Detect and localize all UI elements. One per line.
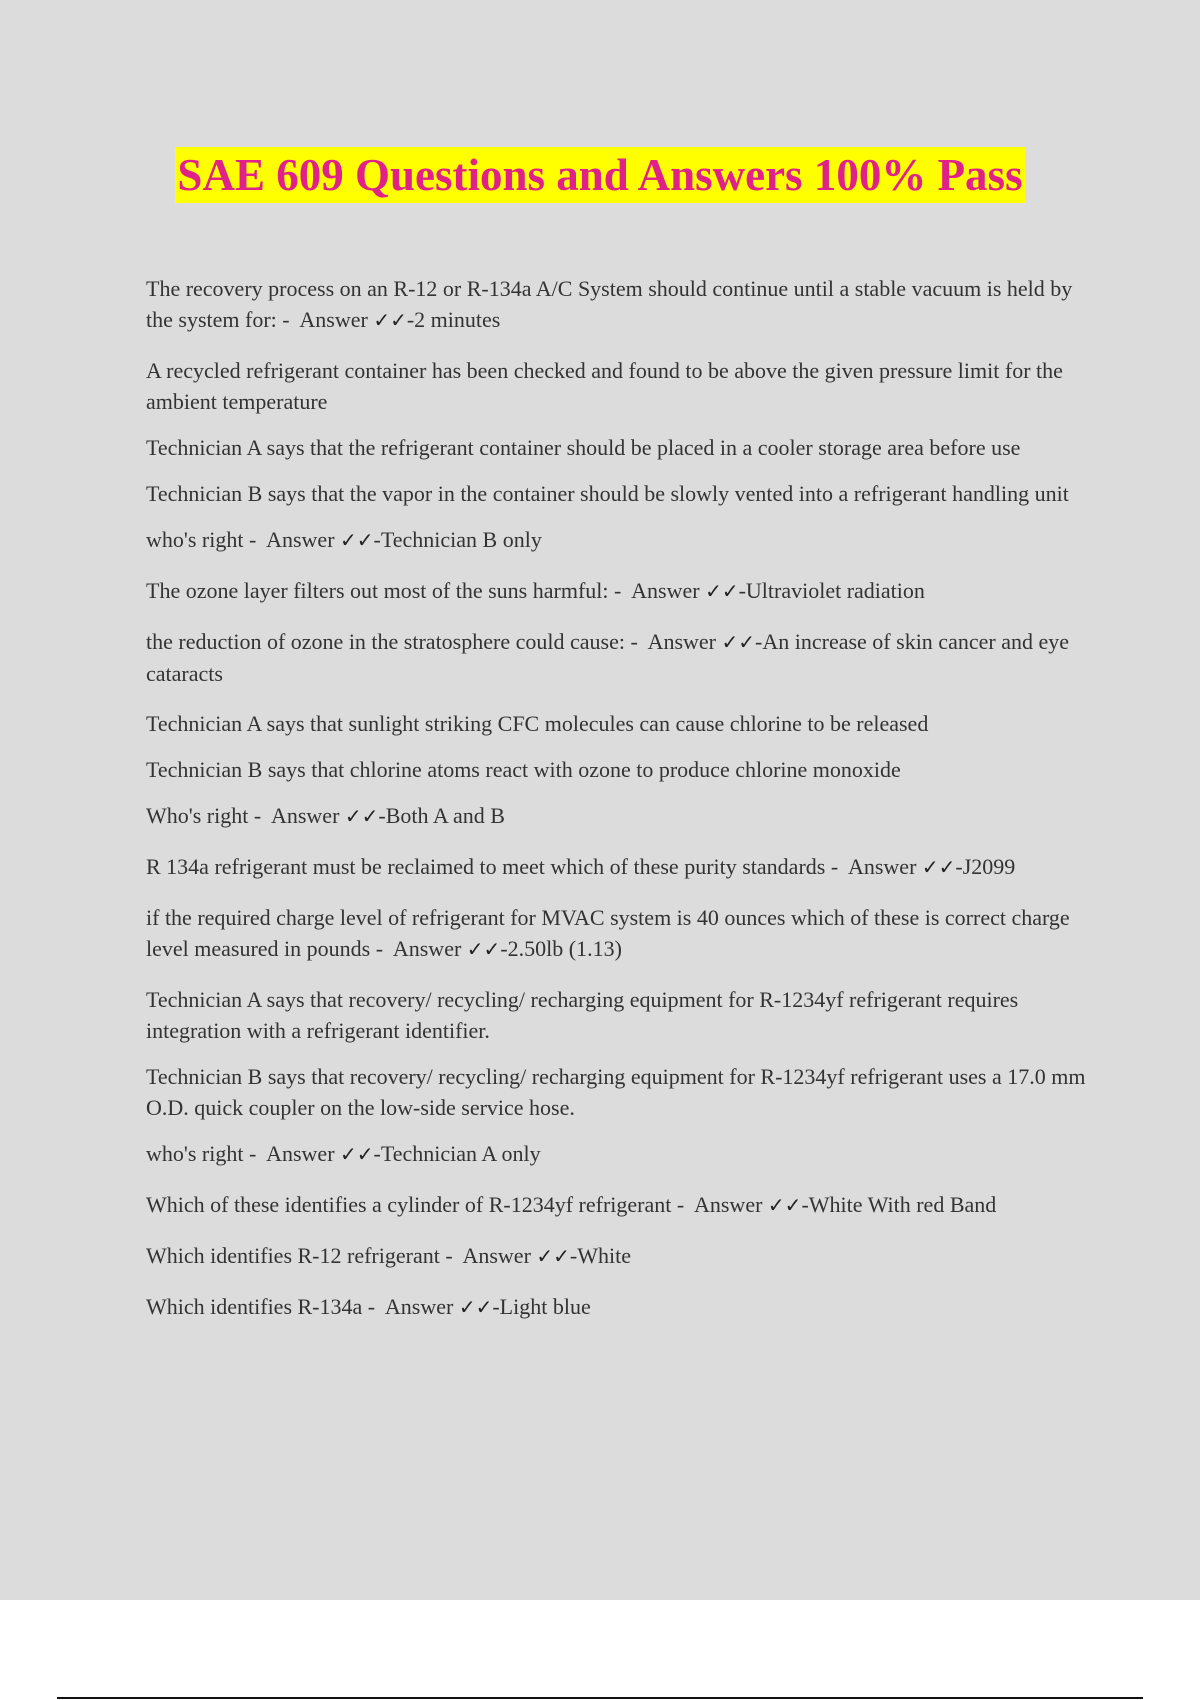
answer-text: -2 minutes [406,307,501,332]
answer-label: Answer [693,1192,768,1217]
answer-label: Answer [647,629,722,654]
question-item [146,432,1088,463]
footer-divider [57,1697,1143,1699]
qa-item [146,800,1088,832]
question-text: Technician A says that the refrigerant container should be placed in a cooler storage area before use [146,435,1021,460]
double-check-icon: ✓✓ [536,1244,570,1268]
question-item [146,708,1088,739]
answer-separator: - [243,527,267,552]
double-check-icon: ✓✓ [340,1142,374,1166]
answer-label: Answer [631,578,706,603]
question-text: who's right [146,1141,244,1166]
answer-separator: - [825,854,848,879]
question-text: A recycled refrigerant container has been checked and found to be above the given pressure limit for the ambient temperature [146,358,1063,414]
double-check-icon: ✓✓ [458,1295,493,1319]
answer-label: Answer [270,803,345,828]
answer-text: -Technician B only [373,527,542,552]
answer-label: Answer [299,307,374,332]
question-text: Technician A says that recovery/ recycling/ recharging equipment for R-1234yf refrigerant requires integration with a refrigerant identifier. [146,987,1019,1043]
qa-item [146,524,1088,556]
double-check-icon: ✓✓ [767,1193,802,1217]
answer-label: Answer [266,1141,341,1166]
qa-item [146,626,1088,689]
question-item [146,355,1088,417]
question-item [146,478,1088,509]
answer-text: -Ultraviolet radiation [738,578,925,603]
double-check-icon: ✓✓ [721,630,756,654]
answer-label: Answer [847,854,922,879]
question-item [146,1061,1088,1123]
answer-text: -2.50lb (1.13) [500,936,622,961]
answer-separator: - [370,936,393,961]
answer-text: -Technician A only [373,1141,541,1166]
answer-text: -Both A and B [378,803,505,828]
question-item [146,984,1088,1046]
double-check-icon: ✓✓ [373,308,407,332]
answer-separator: - [608,578,632,603]
qa-item [146,1240,1088,1272]
qa-content [146,273,1088,1342]
question-item [146,754,1088,785]
document-title: SAE 609 Questions and Answers 100% Pass [175,147,1024,203]
question-text: Technician B says that recovery/ recycling/ recharging equipment for R-1234yf refrigerant uses a 17.0 mm O.D. quick coupler on the low-side service hose. [146,1064,1086,1120]
answer-text: -White With red Band [801,1192,997,1217]
question-text: Technician A says that sunlight striking CFC molecules can cause chlorine to be released [146,711,929,736]
question-text: Who's right [146,803,249,828]
qa-item [146,575,1088,607]
answer-text: -White [569,1243,632,1268]
answer-separator: - [624,629,648,654]
question-text: the reduction of ozone in the stratosphere could cause: [146,629,625,654]
answer-label: Answer [462,1243,537,1268]
qa-item [146,1189,1088,1221]
double-check-icon: ✓✓ [921,855,956,879]
answer-label: Answer [392,936,467,961]
answer-text: -J2099 [955,854,1016,879]
question-text: who's right [146,527,244,552]
question-text: Which identifies R-134a [146,1294,363,1319]
question-text: R 134a refrigerant must be reclaimed to meet which of these purity standards [146,854,826,879]
answer-separator: - [248,803,271,828]
qa-item [146,1138,1088,1170]
answer-separator: - [276,307,300,332]
double-check-icon: ✓✓ [344,804,379,828]
question-text: Technician B says that chlorine atoms react with ozone to produce chlorine monoxide [146,757,901,782]
answer-label: Answer [384,1294,459,1319]
question-text: The ozone layer filters out most of the suns harmful: [146,578,609,603]
question-text: Which of these identifies a cylinder of R-1234yf refrigerant [146,1192,672,1217]
question-text: The recovery process on an R-12 or R-134a A/C System should continue until a stable vacuum is held by the system for: [146,276,1073,332]
qa-item [146,1291,1088,1323]
qa-item [146,273,1088,336]
question-text: if the required charge level of refrigerant for MVAC system is 40 ounces which of these is correct charge level measured in pounds [146,905,1070,961]
double-check-icon: ✓✓ [340,528,374,552]
double-check-icon: ✓✓ [466,937,501,961]
qa-item [146,902,1088,965]
answer-separator: - [671,1192,694,1217]
question-text: Technician B says that the vapor in the container should be slowly vented into a refrigerant handling unit [146,481,1069,506]
question-text: Which identifies R-12 refrigerant [146,1243,440,1268]
answer-text: -Light blue [492,1294,591,1319]
double-check-icon: ✓✓ [705,579,739,603]
answer-separator: - [362,1294,385,1319]
answer-text: -An increase of skin cancer and eye cataracts [146,629,1075,686]
answer-separator: - [243,1141,267,1166]
qa-item [146,851,1088,883]
title-wrapper [0,147,1200,203]
answer-label: Answer [266,527,341,552]
answer-separator: - [439,1243,463,1268]
